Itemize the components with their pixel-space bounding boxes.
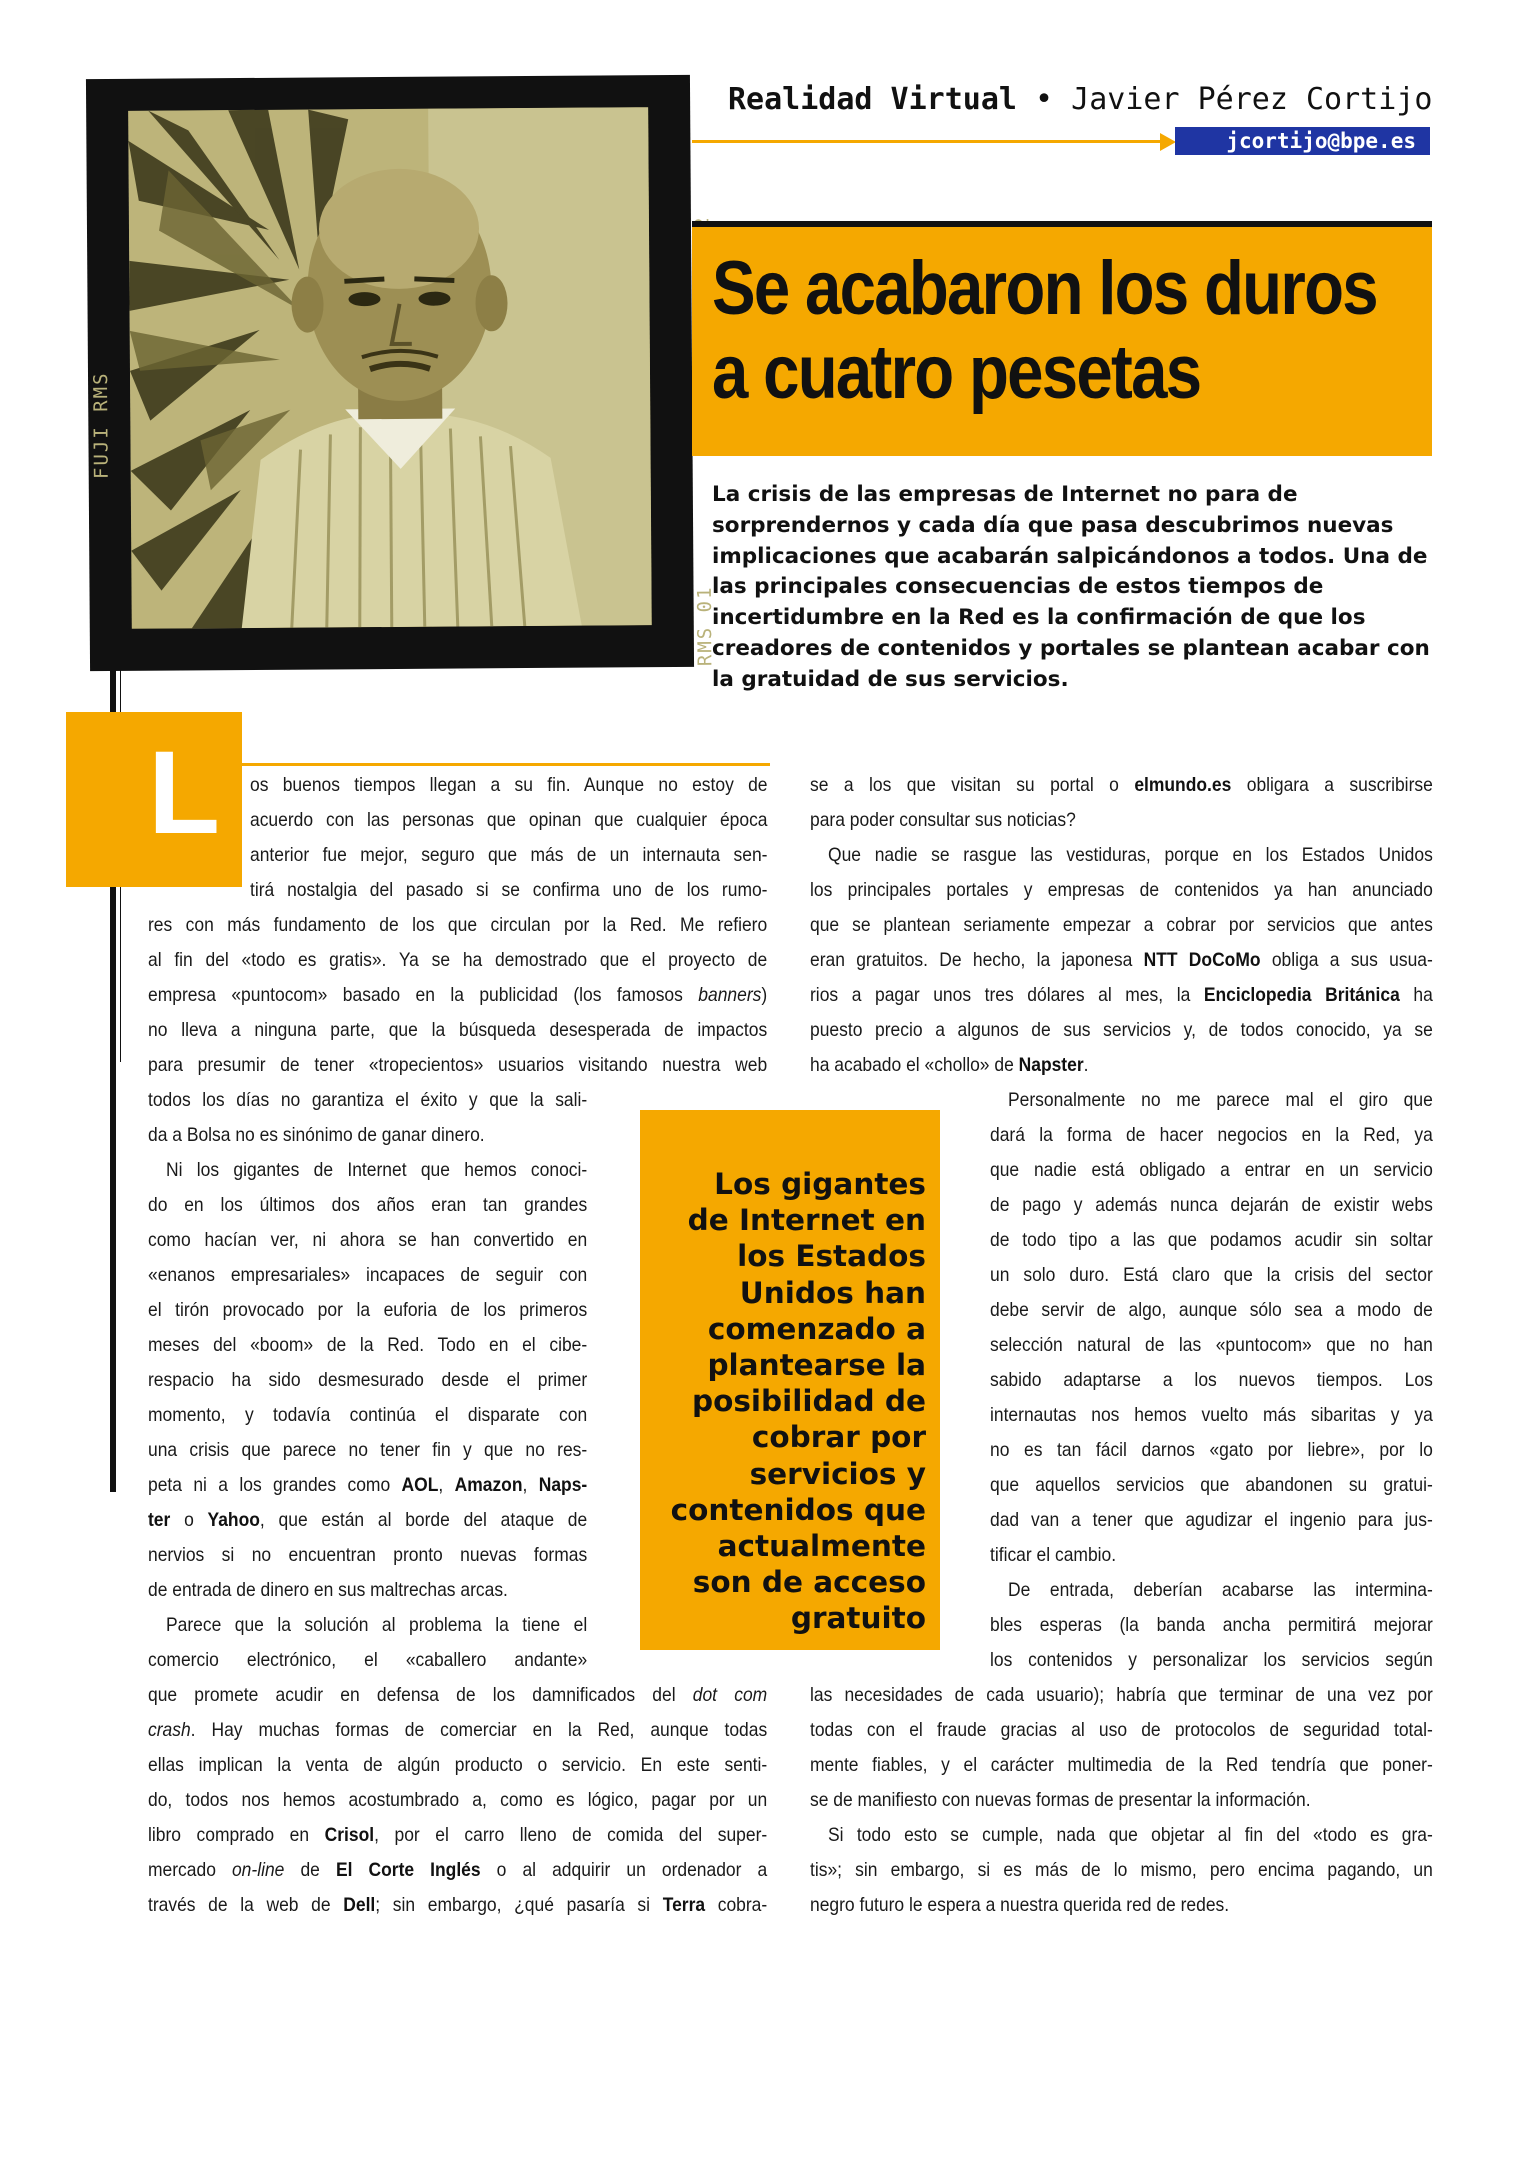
text-line: ter o Yahoo, que están al borde del ataque de [148, 1509, 588, 1531]
text-line: respacio ha sido desmesurado desde el primer [148, 1369, 588, 1391]
body-col1-full [148, 908, 767, 1083]
text-line: os buenos tiempos llegan a su fin. Aunque no estoy de [250, 774, 768, 796]
pull-quote-line: actualmente [717, 1529, 926, 1564]
text-line: que nadie está obligado a entrar en un servicio [990, 1159, 1433, 1181]
text-line: do en los últimos dos años eran tan grandes [148, 1194, 588, 1216]
text-line: Que nadie se rasgue las vestiduras, porque en los Estados Unidos [828, 844, 1433, 866]
column-header [728, 82, 1433, 117]
text-line: través de la web de Dell; sin embargo, ¿qué pasaría si Terra cobra- [148, 1894, 768, 1916]
dropcap-box [66, 712, 242, 887]
section-name: Realidad Virtual [728, 82, 1017, 117]
text-line: ha acabado el «chollo» de Napster. [810, 1054, 1089, 1076]
text-line: libro comprado en Crisol, por el carro lleno de comida del super- [148, 1824, 768, 1846]
arrow-right-icon [1160, 133, 1176, 151]
headline-box [692, 221, 1432, 456]
headline-line-2: a cuatro pesetas [712, 330, 1201, 415]
author-portrait-illustration [128, 107, 652, 629]
text-line: el tirón provocado por la euforia de los primeros [148, 1299, 588, 1321]
text-line: no lleva a ninguna parte, que la búsqueda desesperada de impactos [148, 1019, 768, 1041]
text-line: sabido adaptarse a los nuevos tiempos. Los [990, 1369, 1433, 1391]
text-line: tirá nostalgia del pasado si se confirma uno de los rumo- [250, 879, 768, 901]
body-col1-dropcap-lines [250, 768, 768, 908]
author-email[interactable]: jcortijo@bpe.es [1175, 127, 1430, 155]
text-line: mente fiables, y el carácter multimedia de la Red tendría que poner- [810, 1754, 1433, 1776]
body-col1-narrow [148, 1083, 587, 1678]
article-lead: La crisis de las empresas de Internet no para de sorprendernos y cada día que pasa descubrimos nuevas implicaciones que acabarán salpicándonos a todos. Una de las principales consecuencias de estos tiempos de incertidumbre en la Red es la confirmación de que los creadores de contenidos y portales se plantean acabar con la gratuidad de sus servicios. [712, 482, 1430, 692]
text-line: todas con el fraude gracias al uso de protocolos de seguridad total- [810, 1719, 1433, 1741]
text-line: Parece que la solución al problema la tiene el [166, 1614, 588, 1636]
text-line: tificar el cambio. [990, 1544, 1117, 1566]
text-line: peta ni a los grandes como AOL, Amazon, Naps- [148, 1474, 588, 1496]
body-col2-narrow [990, 1083, 1433, 1678]
text-line: Personalmente no me parece mal el giro que [1008, 1089, 1433, 1111]
text-line: de pago y además nunca dejarán de existir webs [990, 1194, 1433, 1216]
headline-line-1: Se acabaron los duros [712, 246, 1377, 331]
pull-quote-line: de Internet en [687, 1203, 926, 1238]
text-line: internautas nos hemos vuelto más sibaritas y ya [990, 1404, 1433, 1426]
author-photo-frame [86, 75, 717, 671]
body-col1-bottom [148, 1678, 767, 1923]
arrow-line [692, 140, 1162, 143]
film-edge-label-left: FUJI RMS [89, 371, 113, 480]
text-line: las necesidades de cada usuario); habría que terminar de una vez por [810, 1684, 1433, 1706]
text-line: momento, y todavía continúa el disparate con [148, 1404, 588, 1426]
text-line: no es tan fácil darnos «gato por liebre», por lo [990, 1439, 1433, 1461]
text-line: se a los que visitan su portal o elmundo.es obligara a suscribirse [810, 774, 1433, 796]
text-line: selección natural de las «puntocom» que no han [990, 1334, 1433, 1356]
text-line: nervios si no encuentran pronto nuevas formas [148, 1544, 588, 1566]
text-line: acuerdo con las personas que opinan que cualquier época [250, 809, 768, 831]
text-line: da a Bolsa no es sinónimo de ganar dinero. [148, 1124, 485, 1146]
text-line: negro futuro le espera a nuestra querida red de redes. [810, 1894, 1230, 1916]
body-col2-bottom [810, 1678, 1433, 1923]
text-line: puesto precio a algunos de sus servicios y, de todos conocido, ya se [810, 1019, 1433, 1041]
text-line: se de manifiesto con nuevas formas de presentar la información. [810, 1789, 1311, 1811]
text-line: al fin del «todo es gratis». Ya se ha demostrado que el proyecto de [148, 949, 768, 971]
text-line: Ni los gigantes de Internet que hemos conoci- [166, 1159, 588, 1181]
text-line: ellas implican la venta de algún producto o servicio. En este senti- [148, 1754, 768, 1776]
pull-quote-line: comenzado a [707, 1311, 926, 1346]
text-line: Si todo esto se cumple, nada que objetar al fin del «todo es gra- [828, 1824, 1433, 1846]
text-line: para poder consultar sus noticias? [810, 809, 1076, 831]
text-line: do, todos nos hemos acostumbrado a, como es lógico, pagar por un [148, 1789, 768, 1811]
pull-quote-box [640, 1110, 940, 1650]
pull-quote-line: contenidos que [670, 1492, 926, 1527]
text-line: como hacían ver, ni ahora se han convertido en [148, 1229, 588, 1251]
text-line: res con más fundamento de los que circulan por la Red. Me refiero [148, 914, 768, 936]
author-name: Javier Pérez Cortijo [1071, 82, 1433, 117]
text-line: bles esperas (la banda ancha permitirá mejorar [990, 1614, 1433, 1636]
text-line: debe servir de algo, aunque sólo sea a modo de [990, 1299, 1433, 1321]
column-top-rule [242, 763, 770, 766]
text-line: tis»; sin embargo, si es más de lo mismo, pero encima pagando, un [810, 1859, 1433, 1881]
text-line: que aquellos servicios que abandonen su gratui- [990, 1474, 1433, 1496]
text-line: un solo duro. Está claro que la crisis del sector [990, 1264, 1433, 1286]
pull-quote-line: Los gigantes [714, 1167, 926, 1201]
pull-quote [636, 1166, 926, 1637]
pull-quote-line: plantearse la [707, 1348, 926, 1383]
text-line: anterior fue mejor, seguro que más de un internauta sen- [250, 844, 768, 866]
text-line: una crisis que parece no tener fin y que no res- [148, 1439, 588, 1461]
text-line: crash. Hay muchas formas de comerciar en la Red, aunque todas [148, 1719, 768, 1741]
body-col2-top [810, 768, 1433, 1083]
text-line: meses del «boom» de la Red. Todo en el cibe- [148, 1334, 588, 1356]
text-line: los principales portales y empresas de contenidos ya han anunciado [810, 879, 1433, 901]
text-line: los contenidos y personalizar los servicios según [990, 1649, 1433, 1671]
text-line: de todo tipo a las que podamos acudir sin soltar [990, 1229, 1433, 1251]
author-photo [128, 107, 652, 629]
text-line: para presumir de tener «tropecientos» usuarios visitando nuestra web [148, 1054, 768, 1076]
text-line: que promete acudir en defensa de los damnificados del dot com [148, 1684, 768, 1706]
pull-quote-line: servicios y [749, 1456, 926, 1491]
text-line: de entrada de dinero en sus maltrechas arcas. [148, 1579, 508, 1601]
pull-quote-line: son de acceso [692, 1565, 926, 1600]
text-line: empresa «puntocom» basado en la publicidad (los famosos banners) [148, 984, 768, 1006]
pull-quote-line: posibilidad de [691, 1384, 926, 1419]
dropcap-letter: L [148, 727, 221, 859]
film-edge-label-right-bottom: RMS 01 [694, 585, 717, 667]
text-line: comercio electrónico, el «caballero andante» [148, 1649, 588, 1671]
pull-quote-line: Unidos han [739, 1275, 926, 1310]
text-line: dad van a tener que agudizar el ingenio para jus- [990, 1509, 1433, 1531]
text-line: todos los días no garantiza el éxito y que la sali- [148, 1089, 588, 1111]
pull-quote-line: cobrar por [751, 1420, 926, 1455]
text-line: que se plantean seriamente empezar a cobrar por servicios que antes [810, 914, 1433, 936]
text-line: eran gratuitos. De hecho, la japonesa NTT DoCoMo obliga a sus usua- [810, 949, 1433, 971]
text-line: rios a pagar unos tres dólares al mes, la Enciclopedia Británica ha [810, 984, 1433, 1006]
pull-quote-line: gratuito [790, 1601, 926, 1636]
text-line: dará la forma de hacer negocios en la Red, ya [990, 1124, 1433, 1146]
pull-quote-line: los Estados [737, 1239, 926, 1274]
text-line: De entrada, deberían acabarse las intermina- [1008, 1579, 1433, 1601]
headline [712, 246, 1377, 415]
text-line: mercado on-line de El Corte Inglés o al adquirir un ordenador a [148, 1859, 768, 1881]
text-line: «enanos empresariales» incapaces de seguir con [148, 1264, 588, 1286]
header-separator: • [1035, 82, 1054, 117]
